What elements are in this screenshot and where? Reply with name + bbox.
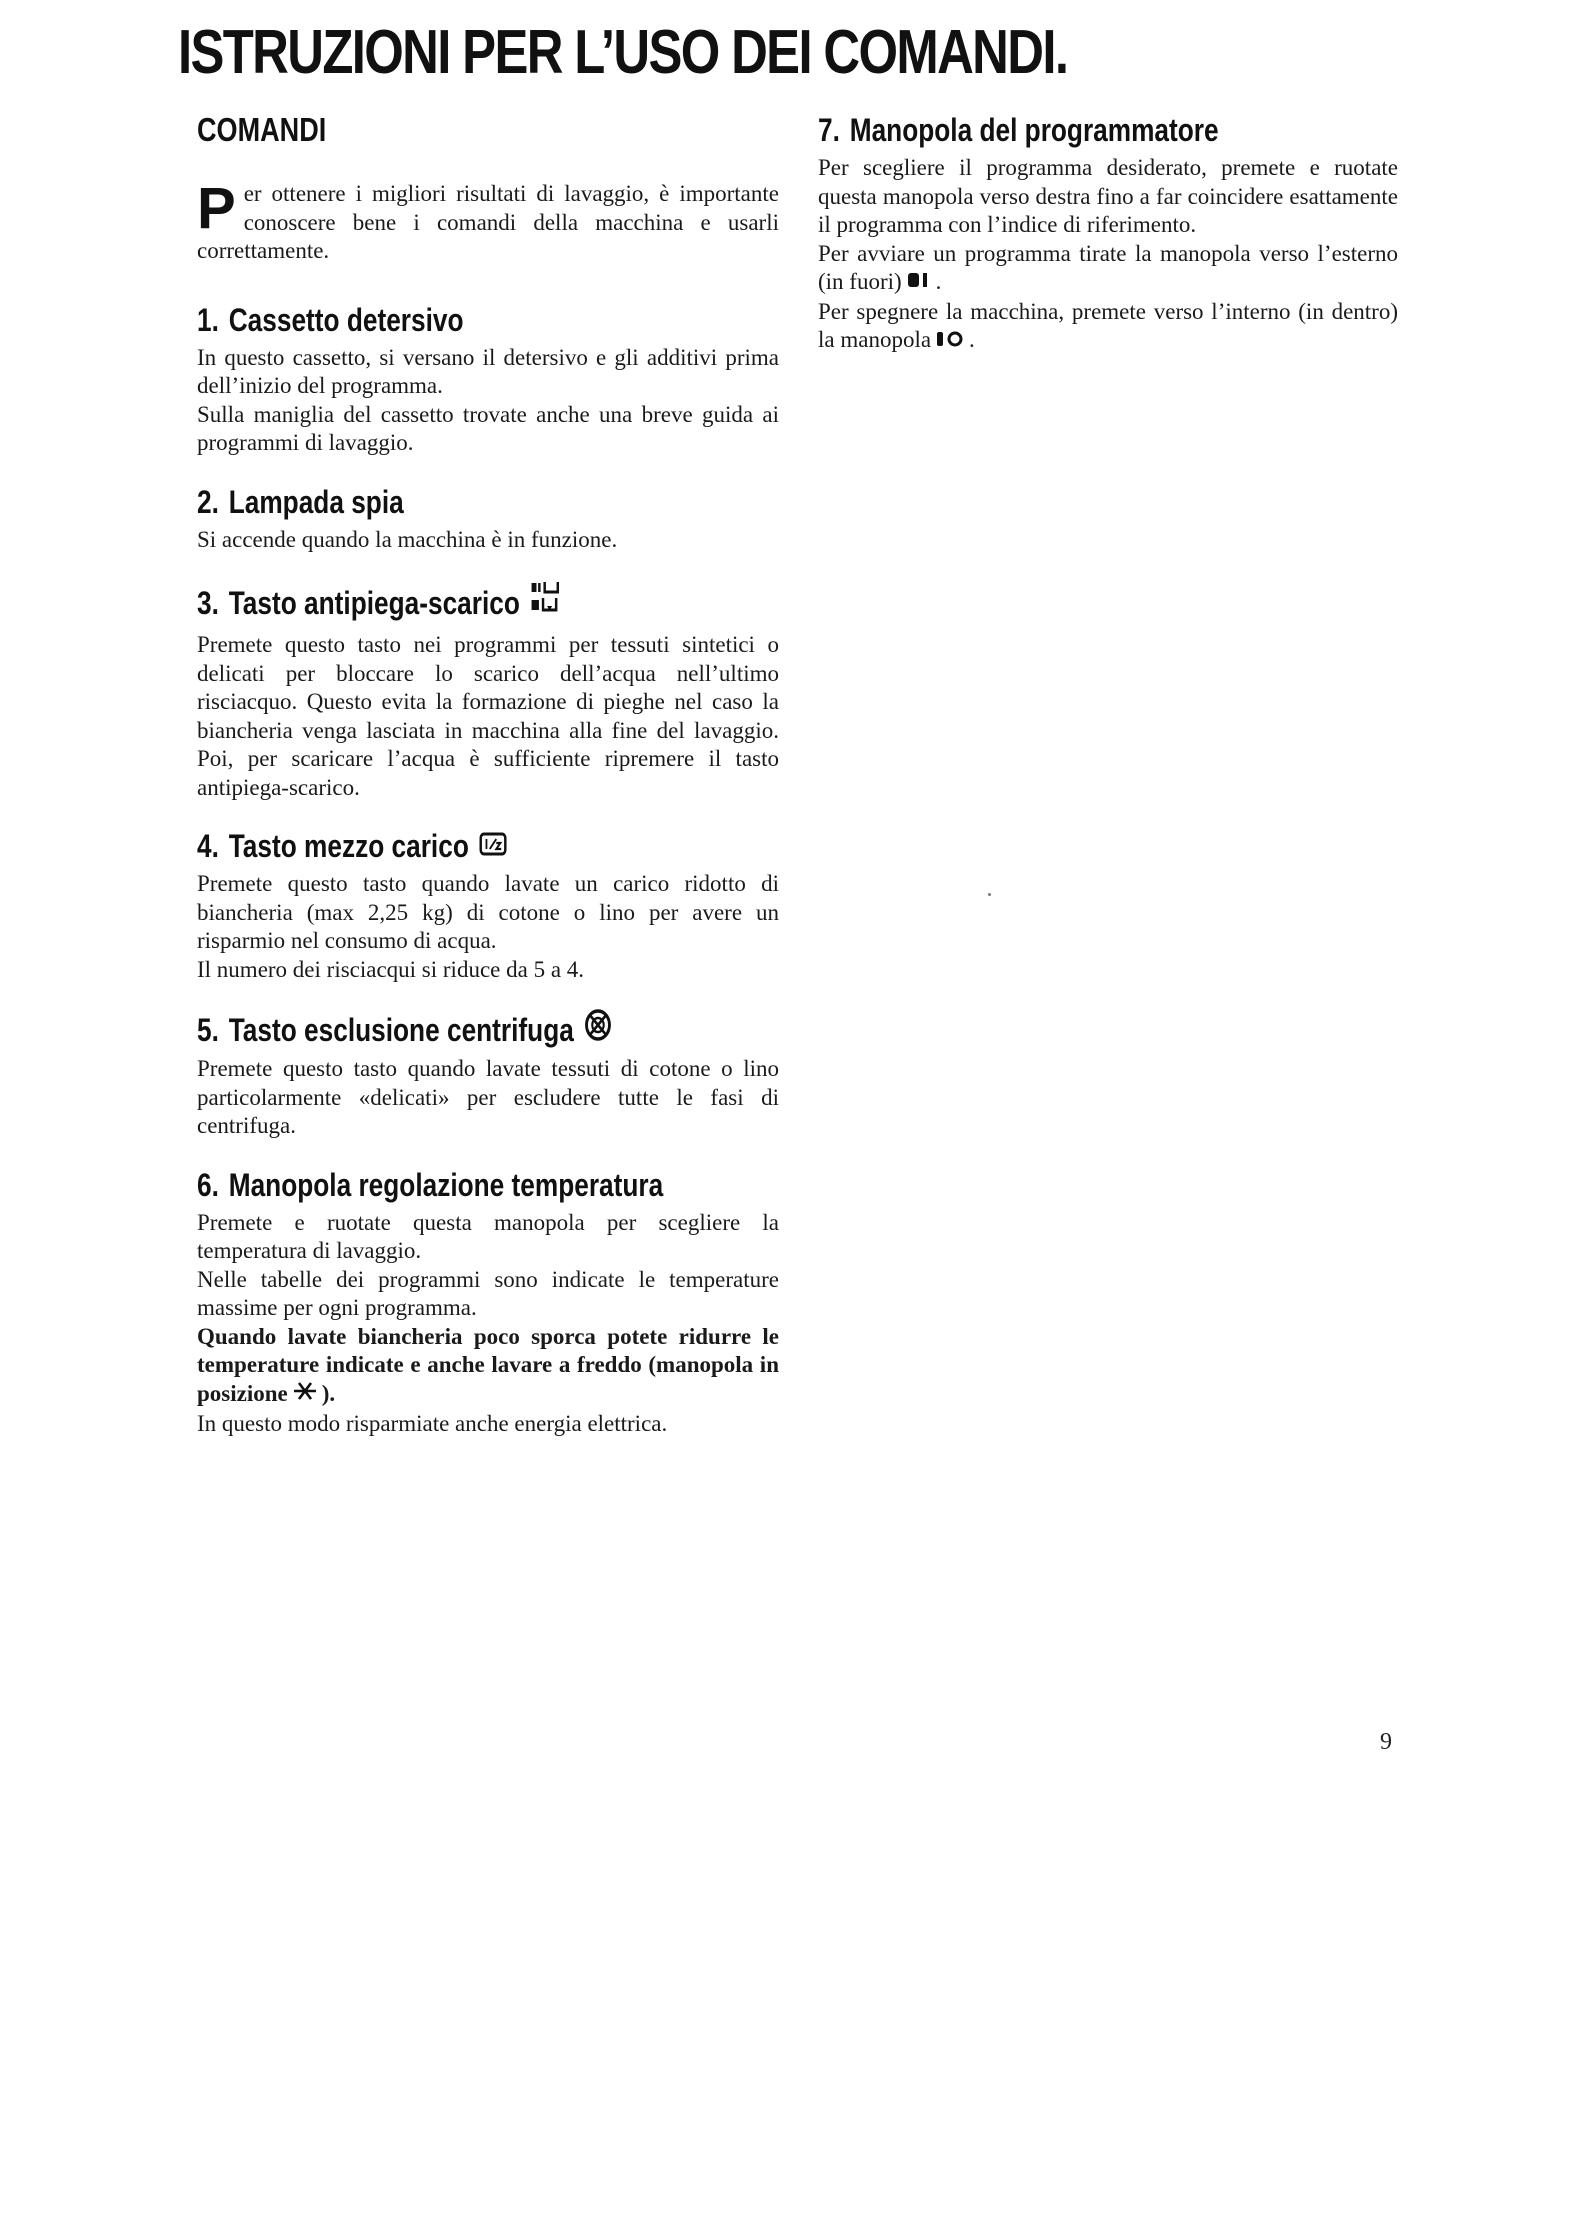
- paragraph: Per scegliere il programma desiderato, premete e ruotate questa manopola verso destra fino a far coincidere esattamente il programma con l’indice di riferimento.: [818, 155, 1398, 237]
- subsection-heading: [197, 826, 674, 866]
- section-cassetto-detersivo: [197, 300, 779, 458]
- subsection-heading: [197, 300, 674, 340]
- section-heading: COMANDI: [197, 111, 327, 148]
- paragraph: Sulla maniglia del cassetto trovate anche una breve guida ai programmi di lavaggio.: [197, 401, 779, 455]
- snowflake-icon: [292, 1380, 318, 1410]
- subsection-title: Tasto mezzo carico: [228, 828, 469, 864]
- paragraph: Nelle tabelle dei programmi sono indicate le temperature massime per ogni programma.: [197, 1266, 779, 1320]
- subsection-number: 2.: [197, 483, 219, 520]
- subsection-title: Tasto antipiega-scarico: [228, 584, 520, 621]
- section-manopola-temperatura: [197, 1165, 779, 1439]
- paragraph: Per avviare un programma tirate la manopola verso l’esterno (in fuori) .: [818, 240, 1398, 298]
- half-load-icon: [479, 826, 507, 866]
- page-number: 9: [1380, 1729, 1392, 1755]
- subsection-number: 1.: [197, 301, 219, 338]
- section-tasto-esclusione-centrifuga: [197, 1008, 779, 1141]
- scan-speck: [988, 893, 991, 896]
- paragraph: Premete e ruotate questa manopola per scegliere la temperatura di lavaggio.: [197, 1209, 779, 1263]
- intro-paragraph: [197, 176, 779, 266]
- bold-paragraph: Quando lavate biancheria poco sporca potete ridurre le temperature indicate e anche lavare a freddo (manopola in posizione ).: [197, 1323, 779, 1410]
- page-title: ISTRUZIONI PER L’USO DEI COMANDI.: [178, 18, 1068, 87]
- subsection-title: Cassetto detersivo: [228, 301, 464, 338]
- section-tasto-antipiega: [197, 578, 779, 802]
- antipiega-scarico-icon: [530, 578, 561, 627]
- section-tasto-mezzo-carico: [197, 826, 779, 984]
- subsection-number: 5.: [197, 1011, 219, 1048]
- subsection-heading: [818, 110, 1294, 150]
- right-column: [818, 110, 1398, 380]
- subsection-number: 6.: [197, 1166, 219, 1203]
- paragraph: In questo modo risparmiate anche energia elettrica.: [197, 1410, 668, 1436]
- subsection-heading: [197, 1165, 674, 1205]
- paragraph: Premete questo tasto quando lavate un carico ridotto di biancheria (max 2,25 kg) di cotone o lino per avere un risparmio nel consumo di acqua.: [197, 871, 779, 953]
- paragraph: Premete questo tasto quando lavate tessuti di cotone o lino particolarmente «delicati» per escludere tutte le fasi di centrifuga.: [197, 1056, 779, 1138]
- off-symbol-icon: [935, 328, 965, 357]
- subsection-heading: [197, 578, 674, 627]
- subsection-number: 3.: [197, 584, 219, 621]
- subsection-heading: [197, 1008, 674, 1051]
- subsection-title: Lampada spia: [228, 483, 404, 520]
- paragraph: In questo cassetto, si versano il detersivo e gli additivi prima dell’inizio del programma.: [197, 344, 779, 398]
- subsection-title: Manopola del programmatore: [849, 112, 1219, 148]
- left-column: [197, 110, 779, 1462]
- paragraph: Il numero dei risciacqui si riduce da 5 a 4.: [197, 956, 585, 982]
- subsection-title: Manopola regolazione temperatura: [228, 1166, 664, 1203]
- paragraph: Per spegnere la macchina, premete verso l’interno (in dentro) la manopola .: [818, 298, 1398, 356]
- subsection-heading: [197, 482, 674, 522]
- on-symbol-icon: [906, 269, 932, 298]
- paragraph: Premete questo tasto nei programmi per tessuti sintetici o delicati per bloccare lo scarico dell’acqua nell’ultimo risciacquo. Questo evita la formazione di pieghe nel caso la biancheria venga lasciata in macchina alla fine del lavaggio. Poi, per scaricare l’acqua è sufficiente ripremere il tasto antipiega-scarico.: [197, 632, 779, 800]
- section-lampada-spia: [197, 482, 779, 555]
- drop-cap: P: [197, 176, 236, 241]
- paragraph: Si accende quando la macchina è in funzione.: [197, 526, 618, 552]
- subsection-number: 7.: [818, 112, 840, 148]
- subsection-number: 4.: [197, 828, 219, 864]
- section-manopola-programmatore: [818, 110, 1398, 356]
- intro-text: er ottenere i migliori risultati di lavaggio, è importante conoscere bene i comandi della macchina e usarli correttamente.: [197, 181, 779, 263]
- no-spin-icon: [584, 1008, 612, 1051]
- subsection-title: Tasto esclusione centrifuga: [228, 1011, 574, 1048]
